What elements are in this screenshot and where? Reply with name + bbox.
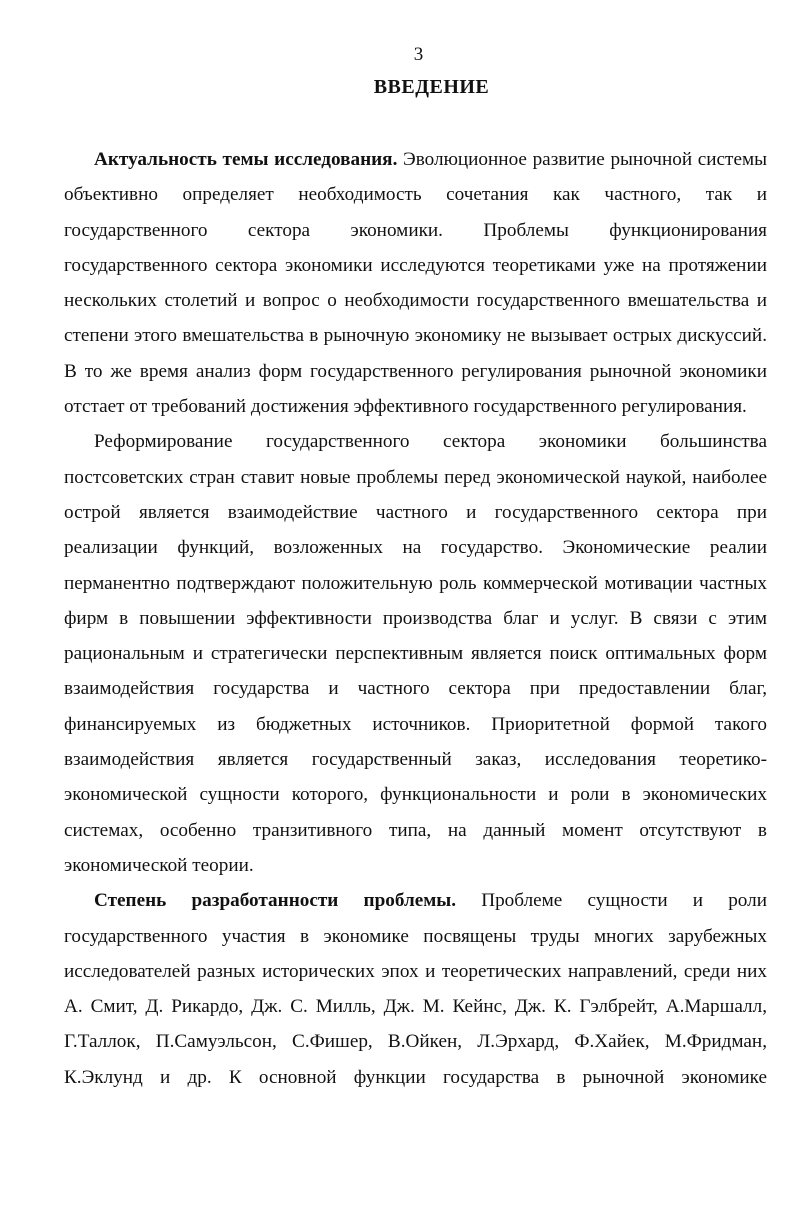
page-number: 3 — [413, 44, 424, 65]
body-text — [64, 142, 767, 1095]
paragraph-text: Проблеме сущности и роли государственного участия в экономике посвящены труды многих зарубежных исследователей разных исторических эпох и теоретических направлений, среди них А. Смит, Д. Рикардо, Дж. С. Милль, Дж. М. Кейнс, Дж. К. Гэлбрейт, А.Маршалл, Г.Таллок, П.Самуэльсон, С.Фишер, В.Ойкен, Л.Эрхард, Ф.Хайек, М.Фридман, К.Эклунд и др. К основной функции государства в рыночной экономике — [64, 890, 767, 1088]
section-heading: ВВЕДЕНИЕ — [373, 76, 490, 98]
paragraph-reform — [64, 424, 767, 883]
paragraph-text: Реформирование государственного сектора экономики большинства постсоветских стран ставит новые проблемы перед экономической наукой, наиболее острой является взаимодействие частного и государственного сектора при реализации функций, возложенных на государство. Экономические реалии перманентно подтверждают положительную роль коммерческой мотивации частных фирм в повышении эффективности производства благ и услуг. В связи с этим рациональным и стратегически перспективным является поиск оптимальных форм взаимодействия государства и частного сектора при предоставлении благ, финансируемых из бюджетных источников. Приоритетной формой такого взаимодействия является государственный заказ, исследования теоретико-экономической сущности которого, функциональности и роли в экономических системах, особенно транзитивного типа, на данный момент отсутствуют в экономической теории. — [64, 431, 767, 876]
paragraph-lead: Актуальность темы исследования. — [94, 149, 398, 170]
paragraph-degree — [64, 883, 767, 1095]
paragraph-lead: Степень разработанности проблемы. — [94, 890, 457, 912]
paragraph-relevance — [64, 142, 767, 424]
paragraph-text: Эволюционное развитие рыночной системы объективно определяет необходимость сочетания как частного, так и государственного сектора экономики. Проблемы функционирования государственного сектора экономики исследуются теоретиками уже на протяжении нескольких столетий и вопрос о необходимости государственного вмешательства и степени этого вмешательства в рыночную экономику не вызывает острых дискуссий. В то же время анализ форм государственного регулирования рыночной экономики отстает от требований достижения эффективного государственного регулирования. — [64, 149, 767, 418]
